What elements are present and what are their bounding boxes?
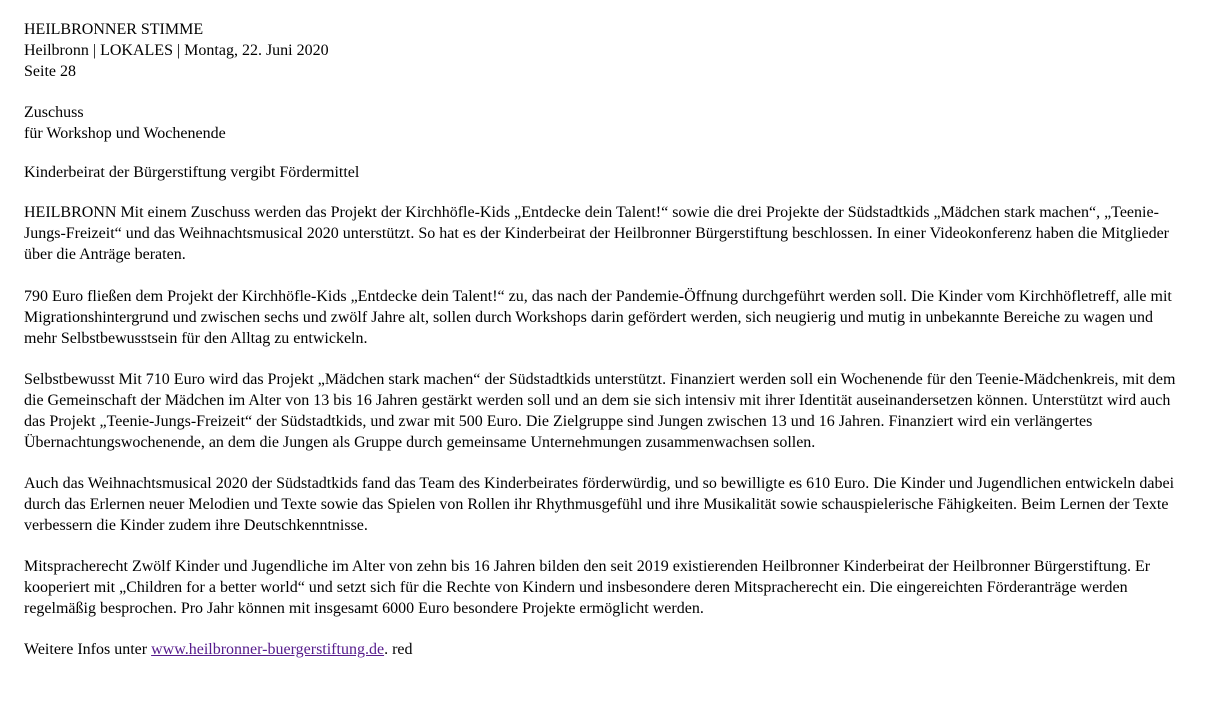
footer-line <box>24 639 1187 660</box>
title-line-1: Zuschuss <box>24 104 84 121</box>
paragraph-4: Auch das Weihnachtsmusical 2020 der Südstadtkids fand das Team des Kinderbeirates förderwürdig, und so bewilligte es 610 Euro. Die Kinder und Jugendlichen entwickeln dabei durch das Erlernen neuer Melodien und Texte sowie das Spielen von Rollen ihr Rhythmusgefühl und ihre Musikalität sowie schauspielerische Fähigkeiten. Beim Lernen der Texte verbessern die Kinder zudem ihre Deutschkenntnisse. <box>24 475 1175 534</box>
paragraph-2: 790 Euro fließen dem Projekt der Kirchhöfle-Kids „Entdecke dein Talent!“ zu, das nach der Pandemie-Öffnung durchgeführt werden soll. Die Kinder vom Kirchhöfletreff, alle mit Migrationshintergrund und zwischen sechs und zwölf Jahre alt, sollen durch Workshops darin gefördert werden, sich neugierig und mutig in unbekannte Bereiche zu wagen und mehr Selbstbewusstsein für den Alltag zu entwickeln. <box>24 288 1172 347</box>
footer-prefix: Weitere Infos unter <box>24 641 152 658</box>
article-subtitle: Kinderbeirat der Bürgerstiftung vergibt Fördermittel <box>24 164 360 181</box>
page-number: Seite 28 <box>24 63 76 80</box>
foundation-website-link[interactable]: www.heilbronner-buergerstiftung.de <box>151 641 385 658</box>
paragraph-3: Selbstbewusst Mit 710 Euro wird das Projekt „Mädchen stark machen“ der Südstadtkids unterstützt. Finanziert werden soll ein Wochenende für den Teenie-Mädchenkreis, mit dem die Gemeinschaft der Mädchen im Alter von 13 bis 16 Jahren gestärkt werden soll und an dem sie sich intensiv mit ihrer Identität auseinandersetzen können. Unterstützt wird auch das Projekt „Teenie-Jungs-Freizeit“ der Südstadtkids, und zwar mit 500 Euro. Die Zielgruppe sind Jungen zwischen 13 und 16 Jahren. Finanziert wird ein verlängertes Übernachtungswochenende, an dem die Jungen als Gruppe durch gemeinsame Unternehmungen zusammenwachsen sollen. <box>24 371 1176 451</box>
publication-name: HEILBRONNER STIMME <box>24 21 204 38</box>
header-block <box>24 19 1187 82</box>
title-line-2: für Workshop und Wochenende <box>24 125 226 142</box>
paragraph-5: Mitspracherecht Zwölf Kinder und Jugendliche im Alter von zehn bis 16 Jahren bilden den seit 2019 existierenden Heilbronner Kinderbeirat der Heilbronner Bürgerstiftung. Er kooperiert mit „Children for a better world“ und setzt sich für die Rechte von Kindern und insbesondere deren Mitspracherecht ein. Die eingereichten Förderanträge werden regelmäßig besprochen. Pro Jahr können mit insgesamt 6000 Euro besondere Projekte ermöglicht werden. <box>24 558 1151 617</box>
footer-suffix: . red <box>384 641 413 658</box>
paragraph-1: HEILBRONN Mit einem Zuschuss werden das Projekt der Kirchhöfle-Kids „Entdecke dein Talent!“ sowie die drei Projekte der Südstadtkids „Mädchen stark machen“, „Teenie-Jungs-Freizeit“ und das Weihnachtsmusical 2020 unterstützt. So hat es der Kinderbeirat der Heilbronner Bürgerstiftung beschlossen. In einer Videokonferenz haben die Mitglieder über die Anträge beraten. <box>24 204 1169 263</box>
section-date-line: Heilbronn | LOKALES | Montag, 22. Juni 2020 <box>24 42 329 59</box>
article-title <box>24 102 1187 144</box>
